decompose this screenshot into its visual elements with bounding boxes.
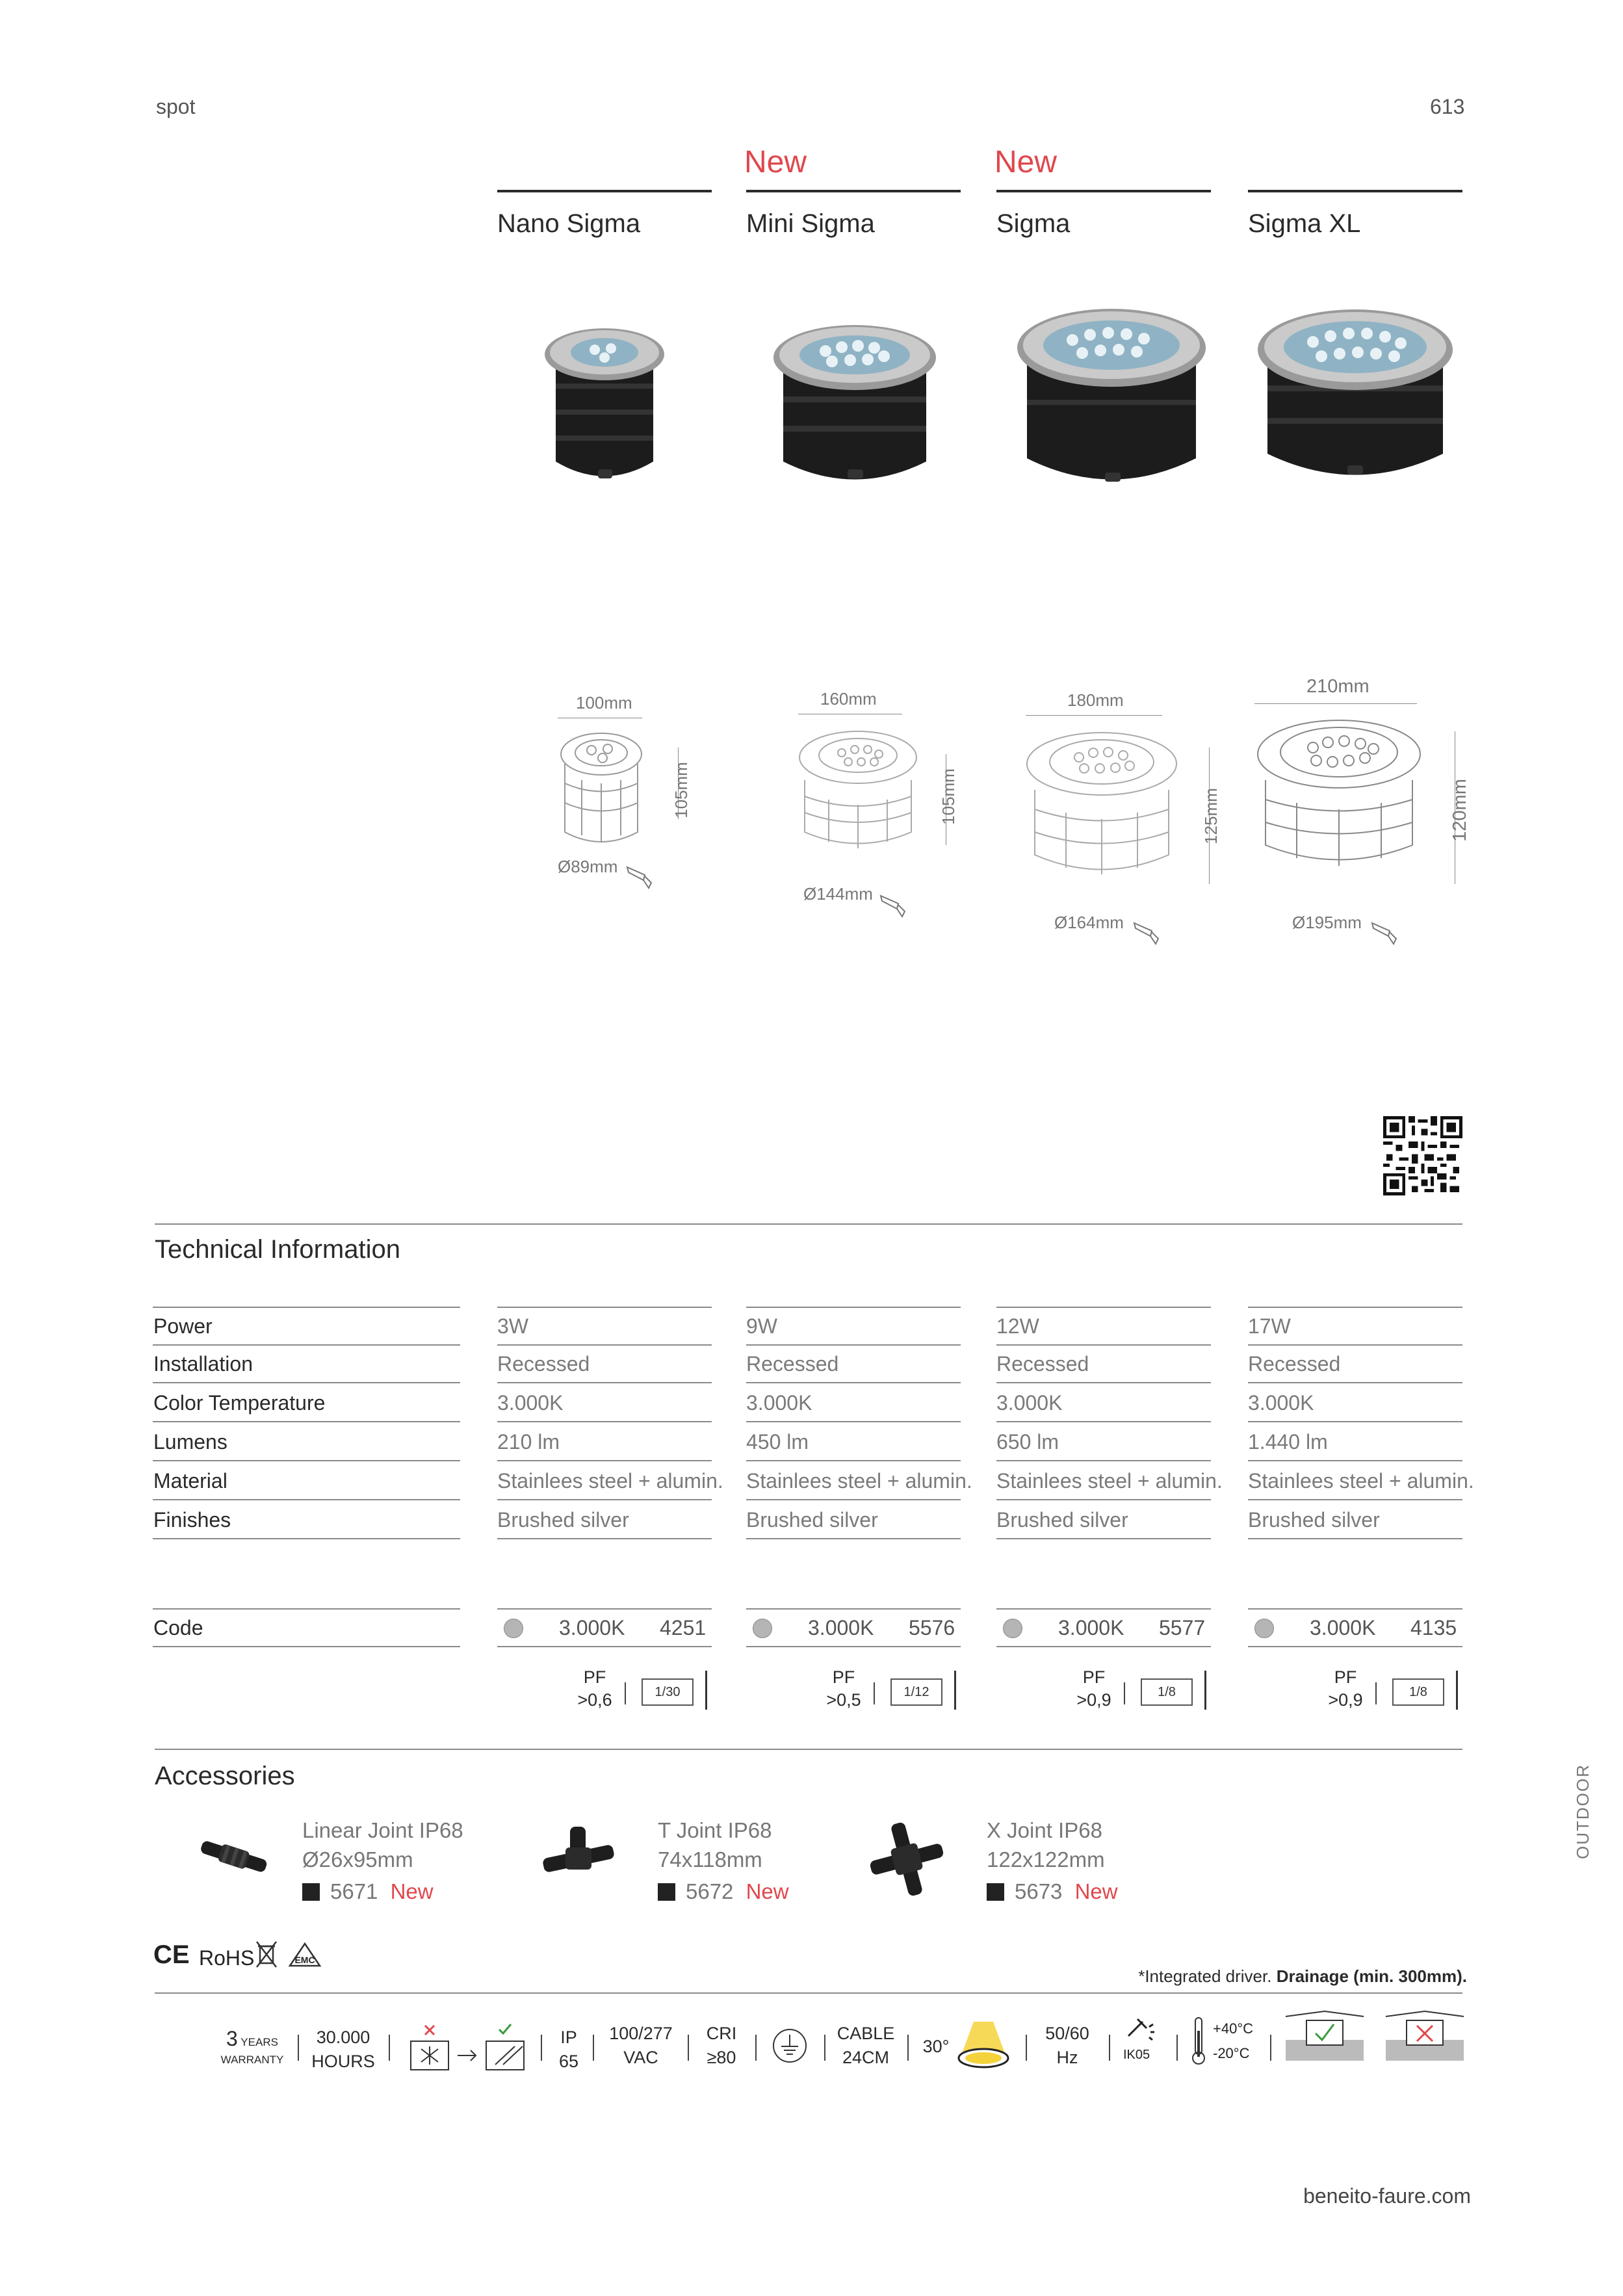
divider [1124,1682,1125,1704]
row-rule [497,1307,712,1308]
tech-row-value: 3.000K [746,1391,812,1415]
black-finish-swatch [302,1883,320,1901]
temp-min: -20°C [1213,2045,1250,2061]
tech-row-value: 3W [497,1314,528,1338]
row-rule [1248,1499,1462,1500]
tech-row-value: 3.000K [1248,1391,1314,1415]
earth-ground-icon [771,2027,809,2065]
row-rule [497,1608,712,1610]
tech-row-label: Material [153,1469,227,1493]
black-finish-swatch [987,1883,1004,1901]
frequency-unit: Hz [1056,2048,1078,2067]
mini-sigma-photo [767,319,942,501]
tech-row-value: 210 lm [497,1430,560,1454]
cri-label: CRI [706,2024,737,2043]
code-label: Code [153,1616,203,1639]
accessories-title: Accessories [155,1762,295,1790]
voltage [602,2022,680,2070]
tech-row-value: 450 lm [746,1430,809,1454]
dim-height-mini: 105mm [938,768,958,825]
nano-sigma-line-drawing [556,728,650,858]
dim-width-sigma: 180mm [1067,690,1124,710]
tech-row-label: Finishes [153,1508,231,1532]
tech-row-value: Brushed silver [746,1508,878,1532]
divider [593,2035,594,2061]
row-rule [1248,1646,1462,1647]
driver-note-text: *Integrated driver. [1138,1966,1277,1986]
dim-diameter-mini: Ø144mm [803,884,873,904]
cri-value: ≥80 [707,2048,736,2067]
row-rule [1248,1344,1462,1346]
ip-label: IP [560,2028,577,2047]
power-factor: >0,9 [1328,1690,1363,1710]
voltage-range: 100/277 [609,2024,673,2043]
row-rule [497,1646,712,1647]
divider [1456,1671,1458,1710]
temp-max: +40°C [1213,2020,1254,2037]
drill-icon [1370,918,1403,945]
row-rule [746,1646,961,1647]
accessory-code-line [987,1877,1118,1906]
section-label: spot [156,95,196,118]
emc-icon [287,1941,322,1968]
dim-width-nano: 100mm [576,693,632,712]
qr-code[interactable] [1383,1116,1462,1195]
code-temperature: 3.000K [1310,1616,1376,1639]
cable-value: 24CM [842,2048,890,2067]
row-rule [153,1608,460,1610]
divider [1375,1682,1377,1704]
tech-row-value: 12W [996,1314,1039,1338]
mini-sigma-line-drawing [793,728,923,858]
tech-row-value: 3.000K [996,1391,1063,1415]
tech-row-label: Installation [153,1352,253,1376]
row-rule [153,1460,460,1461]
column-rule [746,190,961,192]
tech-row-value: Recessed [996,1352,1089,1376]
tech-row-value: Brushed silver [497,1508,629,1532]
row-rule [497,1460,712,1461]
linear-joint-image [195,1833,273,1879]
cri [695,2022,747,2070]
accessory-code: 5672 [686,1879,734,1903]
accessory-item [987,1816,1118,1906]
row-rule [1248,1608,1462,1610]
ip-value: 65 [558,2052,579,2071]
row-rule [996,1421,1211,1422]
silver-finish-swatch [1254,1619,1274,1638]
accessory-new-badge: New [1074,1879,1118,1903]
row-rule [996,1608,1211,1610]
divider [298,2035,299,2061]
tech-row-value: Brushed silver [1248,1508,1380,1532]
pack-quantity-box: 1/8 [1392,1678,1444,1706]
divider [541,2035,542,2061]
row-rule [153,1307,460,1308]
new-badge-sigma: New [994,145,1058,179]
divider [1176,2035,1178,2061]
tech-row-label: Lumens [153,1430,227,1454]
beam-spot-icon [954,2019,1013,2071]
row-rule [996,1307,1211,1308]
divider [755,2035,757,2061]
column-rule [1248,190,1462,192]
frequency [1035,2022,1100,2070]
weee-bin-icon [255,1940,278,1970]
accessory-size: 122x122mm [987,1847,1105,1872]
drill-icon [879,891,911,918]
lifetime-hours [311,2026,376,2074]
accessory-code-line [302,1877,463,1906]
outdoor-side-tab: OUTDOOR [1573,1764,1592,1859]
accessory-code: 5673 [1015,1879,1063,1903]
drive-over-forbidden-icon [1384,2010,1465,2062]
product-name-mini-sigma: Mini Sigma [746,209,875,238]
silver-finish-swatch [504,1619,523,1638]
sigma-photo [1011,302,1212,504]
cable-length [833,2022,898,2070]
divider [1204,1671,1206,1710]
accessory-new-badge: New [746,1879,789,1903]
cable-label: CABLE [837,2024,895,2043]
row-rule [497,1538,712,1539]
tech-row-label: Power [153,1314,213,1338]
row-rule [497,1499,712,1500]
dim-line [1254,703,1417,704]
divider [1270,2035,1271,2061]
dim-height-nano: 105mm [671,762,691,818]
dim-diameter-nano: Ø89mm [558,857,618,876]
row-rule [153,1499,460,1500]
section-rule [155,1223,1462,1225]
row-rule [153,1344,460,1346]
pack-quantity-box: 1/30 [642,1678,694,1706]
temperature-range [1213,2016,1253,2066]
dim-height-sigma-xl: 120mm [1449,779,1470,842]
tech-row-value: Recessed [1248,1352,1341,1376]
divider [1109,2035,1110,2061]
dim-line [1026,715,1162,716]
beam-angle: 30° [922,2037,950,2056]
row-rule [153,1646,460,1647]
row-rule [1248,1460,1462,1461]
pack-quantity-box: 1/12 [890,1678,942,1706]
accessory-code: 5671 [330,1879,378,1903]
row-rule [153,1382,460,1383]
hours-number: 30.000 [316,2028,370,2047]
hammer-impact-icon [1124,2014,1157,2046]
divider [954,1671,956,1710]
product-code: 4251 [660,1616,707,1639]
tech-row-value: Stainlees steel + alumin. [996,1469,1223,1493]
ce-mark: CE [153,1940,190,1969]
pf-label: PF [583,1667,606,1687]
sigma-xl-line-drawing [1251,715,1427,878]
tech-row-label: Color Temperature [153,1391,326,1415]
row-rule [153,1421,460,1422]
silver-finish-swatch [753,1619,772,1638]
drainage-note: Drainage (min. 300mm). [1276,1966,1467,1986]
dim-width-sigma-xl: 210mm [1306,676,1370,697]
row-rule [746,1460,961,1461]
driver-note [1138,1966,1467,1987]
warranty-word: WARRANTY [220,2054,284,2066]
accessory-name: X Joint IP68 [987,1818,1102,1842]
row-rule [1248,1382,1462,1383]
sigma-line-drawing [1020,728,1183,884]
code-temperature: 3.000K [559,1616,625,1639]
row-rule [996,1382,1211,1383]
divider [625,1682,626,1704]
tech-row-value: Recessed [497,1352,590,1376]
row-rule [746,1499,961,1500]
accessory-item [302,1816,463,1906]
accessory-code-line [658,1877,789,1906]
row-rule [497,1421,712,1422]
divider [389,2035,390,2061]
voltage-unit: VAC [623,2048,658,2067]
code-temperature: 3.000K [808,1616,874,1639]
dim-width-mini: 160mm [820,689,877,709]
product-code: 4135 [1410,1616,1457,1639]
divider [705,1671,707,1710]
row-rule [1248,1538,1462,1539]
accessory-item [658,1816,789,1906]
row-rule [746,1538,961,1539]
row-rule [996,1460,1211,1461]
svg-text:EMC: EMC [294,1955,315,1965]
product-name-sigma: Sigma [996,209,1071,238]
black-finish-swatch [658,1883,675,1901]
row-rule [153,1538,460,1539]
dim-diameter-sigma: Ø164mm [1054,913,1124,932]
tech-row-value: 1.440 lm [1248,1430,1328,1454]
row-rule [1248,1421,1462,1422]
column-rule [497,190,712,192]
column-rule [996,190,1211,192]
section-rule [155,1992,1462,1994]
divider [1026,2035,1027,2061]
drill-icon [625,862,658,889]
product-name-nano-sigma: Nano Sigma [497,209,641,238]
new-badge-mini-sigma: New [744,145,807,179]
tech-row-value: 9W [746,1314,777,1338]
nano-sigma-photo [539,325,669,494]
tech-row-value: 17W [1248,1314,1291,1338]
row-rule [746,1344,961,1346]
divider [824,2035,825,2061]
row-rule [996,1344,1211,1346]
row-rule [996,1499,1211,1500]
pack-quantity-box: 1/8 [1141,1678,1193,1706]
accessory-name: Linear Joint IP68 [302,1818,463,1842]
accessory-size: 74x118mm [658,1847,762,1872]
pf-label: PF [1082,1667,1106,1687]
tech-row-value: Stainlees steel + alumin. [1248,1469,1474,1493]
section-rule [155,1749,1462,1750]
row-rule [746,1421,961,1422]
row-rule [996,1538,1211,1539]
tech-row-value: Stainlees steel + alumin. [746,1469,972,1493]
rohs-mark: RoHS [199,1946,255,1970]
thermometer-icon [1191,2015,1206,2066]
hours-word: HOURS [311,2052,375,2071]
row-rule [497,1344,712,1346]
row-rule [746,1382,961,1383]
divider [688,2035,689,2061]
page-number: 613 [1430,95,1465,118]
row-rule [746,1608,961,1610]
sigma-xl-photo [1251,304,1459,499]
accessory-name: T Joint IP68 [658,1818,772,1842]
accessory-new-badge: New [390,1879,434,1903]
website-link[interactable]: beneito-faure.com [1303,2184,1471,2208]
dim-height-sigma: 125mm [1201,788,1221,844]
tech-row-value: Brushed silver [996,1508,1128,1532]
power-factor: >0,6 [577,1690,612,1710]
tech-row-value: 650 lm [996,1430,1059,1454]
ik-rating: IK05 [1123,2048,1150,2062]
pf-label: PF [1334,1667,1357,1687]
glare-replacement-icon [408,2022,532,2076]
frequency-range: 50/60 [1045,2024,1089,2043]
x-joint-image [864,1817,949,1901]
dim-diameter-sigma-xl: Ø195mm [1292,913,1362,932]
row-rule [497,1382,712,1383]
warranty-years: YEARS [240,2036,278,2048]
walk-over-allowed-icon [1284,2010,1365,2062]
product-name-sigma-xl: Sigma XL [1248,209,1361,238]
row-rule [996,1646,1211,1647]
product-code: 5577 [1159,1616,1206,1639]
row-rule [746,1307,961,1308]
t-joint-image [536,1820,621,1892]
warranty-badge [220,2027,285,2067]
technical-title: Technical Information [155,1235,400,1264]
power-factor: >0,5 [826,1690,861,1710]
drill-icon [1132,918,1165,945]
tech-row-value: 3.000K [497,1391,564,1415]
silver-finish-swatch [1003,1619,1022,1638]
tech-row-value: Recessed [746,1352,839,1376]
ip-rating [549,2026,588,2074]
divider [874,1682,875,1704]
divider [907,2035,909,2061]
accessory-size: Ø26x95mm [302,1847,413,1872]
tech-row-value: Stainlees steel + alumin. [497,1469,723,1493]
pf-label: PF [832,1667,855,1687]
code-temperature: 3.000K [1058,1616,1124,1639]
warranty-number: 3 [226,2027,238,2050]
power-factor: >0,9 [1076,1690,1111,1710]
row-rule [1248,1307,1462,1308]
product-code: 5576 [909,1616,955,1639]
